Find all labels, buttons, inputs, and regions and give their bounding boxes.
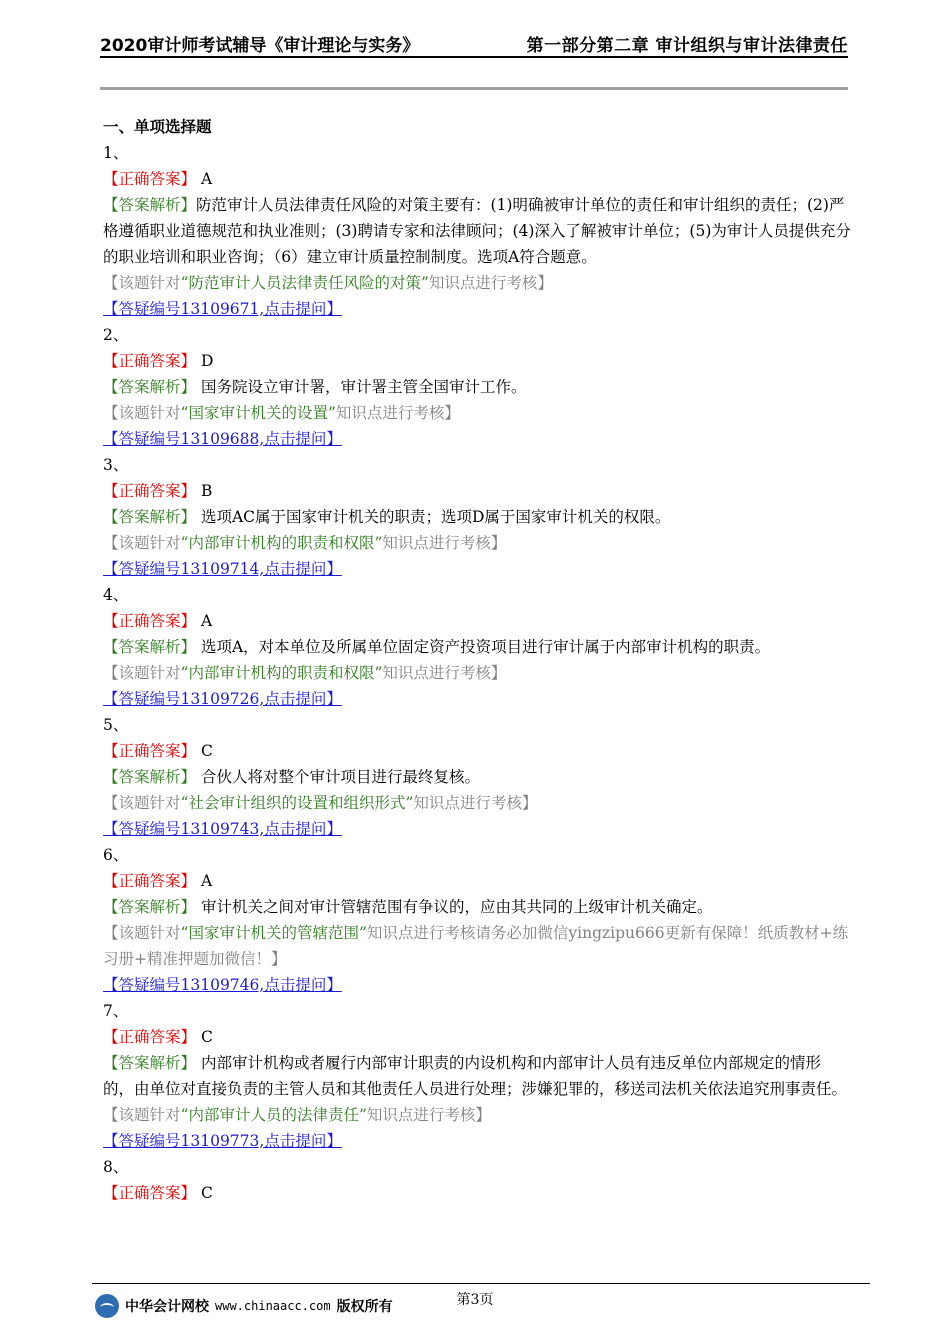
answer-label: 【正确答案】: [103, 742, 197, 760]
answer-value: A: [196, 612, 213, 630]
answer-row: [103, 738, 851, 764]
analysis-text: 国务院设立审计署，审计署主管全国审计工作。: [196, 378, 527, 396]
kp-topic: “国家审计机关的设置”: [180, 404, 336, 422]
kp-prefix: 【该题针对: [103, 274, 181, 292]
answer-label: 【正确答案】: [103, 1184, 197, 1202]
document-body: [103, 114, 851, 1206]
kp-topic: “国家审计机关的管辖范围”: [180, 924, 367, 942]
kp-suffix: 知识点进行考核】: [366, 1106, 491, 1124]
footer-brand: [95, 1294, 393, 1318]
kp-suffix: 知识点进行考核】: [413, 794, 538, 812]
kp-topic: “内部审计机构的职责和权限”: [180, 664, 383, 682]
kp-suffix: 知识点进行考核】: [382, 664, 507, 682]
answer-row: [103, 1024, 851, 1050]
question-number: 2、: [103, 326, 129, 344]
analysis-text: 合伙人将对整个审计项目进行最终复核。: [196, 768, 480, 786]
header-gray-rule: [100, 87, 848, 90]
ask-question-link[interactable]: 【答疑编号13109714,点击提问】: [103, 560, 342, 578]
kp-prefix: 【该题针对: [103, 794, 181, 812]
analysis-label: 【答案解析】: [103, 1054, 197, 1072]
chinaacc-logo-icon: [95, 1294, 119, 1318]
answer-row: [103, 478, 851, 504]
kp-topic: “内部审计机构的职责和权限”: [180, 534, 383, 552]
knowledge-point: [103, 1102, 851, 1128]
question-number: 1、: [103, 144, 129, 162]
answer-label: 【正确答案】: [103, 170, 197, 188]
kp-prefix: 【该题针对: [103, 534, 181, 552]
answer-value: C: [196, 742, 213, 760]
footer-rule: [92, 1283, 870, 1284]
kp-prefix: 【该题针对: [103, 1106, 181, 1124]
knowledge-point: [103, 660, 851, 686]
answer-value: C: [196, 1028, 213, 1046]
knowledge-point: [103, 530, 851, 556]
analysis-label: 【答案解析】: [103, 638, 197, 656]
answer-value: A: [196, 170, 213, 188]
analysis-row: [103, 764, 851, 790]
question-number: 4、: [103, 586, 129, 604]
analysis-label: 【答案解析】: [103, 508, 197, 526]
analysis-label: 【答案解析】: [103, 378, 197, 396]
question-number: 6、: [103, 846, 129, 864]
analysis-row: [103, 192, 851, 270]
header-right-title: 第一部分第二章 审计组织与审计法律责任: [526, 36, 848, 56]
answer-value: D: [196, 352, 214, 370]
knowledge-point: [103, 920, 851, 972]
answer-label: 【正确答案】: [103, 482, 197, 500]
analysis-row: [103, 504, 851, 530]
page-header: [100, 28, 848, 56]
analysis-text: 审计机关之间对审计管辖范围有争议的，应由其共同的上级审计机关确定。: [196, 898, 713, 916]
kp-topic: “内部审计人员的法律责任”: [180, 1106, 367, 1124]
answer-label: 【正确答案】: [103, 1028, 197, 1046]
answer-label: 【正确答案】: [103, 352, 197, 370]
analysis-text: 防范审计人员法律责任风险的对策主要有：(1)明确被审计单位的责任和审计组织的责任；(2)严格遵循职业道德规范和执业准则；(3)聘请专家和法律顾问；(4)深入了解被审计单位；(5)为审计人员提供充分的职业培训和职业咨询；（6）建立审计质量控制制度。选项A符合题意。: [103, 196, 851, 266]
knowledge-point: [103, 270, 851, 296]
analysis-row: [103, 634, 851, 660]
page-number: 第3页: [456, 1292, 494, 1308]
kp-topic: “防范审计人员法律责任风险的对策”: [180, 274, 429, 292]
site-url: www.chinaacc.com: [215, 1299, 331, 1313]
kp-suffix: 知识点进行考核请务必加微信yingzipu666更新有保障！纸质教材+练习册+精准押题加微信！】: [103, 924, 849, 968]
brand-name: 中华会计网校: [125, 1299, 209, 1315]
analysis-row: [103, 1050, 851, 1102]
answer-row: [103, 1180, 851, 1206]
header-left-title: 2020审计师考试辅导《审计理论与实务》: [100, 36, 420, 56]
knowledge-point: [103, 400, 851, 426]
kp-prefix: 【该题针对: [103, 924, 181, 942]
question-number: 3、: [103, 456, 129, 474]
ask-question-link[interactable]: 【答疑编号13109746,点击提问】: [103, 976, 342, 994]
answer-label: 【正确答案】: [103, 612, 197, 630]
analysis-text: 选项A，对本单位及所属单位固定资产投资项目进行审计属于内部审计机构的职责。: [196, 638, 771, 656]
kp-suffix: 知识点进行考核】: [382, 534, 507, 552]
analysis-row: [103, 894, 851, 920]
header-rule: [100, 56, 848, 58]
question-number: 7、: [103, 1002, 129, 1020]
ask-question-link[interactable]: 【答疑编号13109743,点击提问】: [103, 820, 342, 838]
analysis-text: 内部审计机构或者履行内部审计职责的内设机构和内部审计人员有违反单位内部规定的情形的，由单位对直接负责的主管人员和其他责任人员进行处理；涉嫌犯罪的，移送司法机关依法追究刑事责任。: [103, 1054, 848, 1098]
analysis-row: [103, 374, 851, 400]
answer-value: A: [196, 872, 213, 890]
ask-question-link[interactable]: 【答疑编号13109671,点击提问】: [103, 300, 342, 318]
answer-row: [103, 608, 851, 634]
ask-question-link[interactable]: 【答疑编号13109688,点击提问】: [103, 430, 342, 448]
copyright-text: 版权所有: [336, 1299, 393, 1315]
answer-row: [103, 166, 851, 192]
answer-row: [103, 868, 851, 894]
analysis-label: 【答案解析】: [103, 768, 197, 786]
kp-prefix: 【该题针对: [103, 664, 181, 682]
answer-label: 【正确答案】: [103, 872, 197, 890]
question-number: 8、: [103, 1158, 129, 1176]
analysis-label: 【答案解析】: [103, 898, 197, 916]
kp-prefix: 【该题针对: [103, 404, 181, 422]
kp-suffix: 知识点进行考核】: [335, 404, 460, 422]
answer-value: B: [196, 482, 213, 500]
question-number: 5、: [103, 716, 129, 734]
ask-question-link[interactable]: 【答疑编号13109726,点击提问】: [103, 690, 342, 708]
analysis-text: 选项AC属于国家审计机关的职责；选项D属于国家审计机关的权限。: [196, 508, 671, 526]
answer-value: C: [196, 1184, 213, 1202]
analysis-label: 【答案解析】: [103, 196, 197, 214]
kp-suffix: 知识点进行考核】: [428, 274, 553, 292]
section-title: 一、单项选择题: [103, 118, 212, 136]
kp-topic: “社会审计组织的设置和组织形式”: [180, 794, 414, 812]
knowledge-point: [103, 790, 851, 816]
answer-row: [103, 348, 851, 374]
ask-question-link[interactable]: 【答疑编号13109773,点击提问】: [103, 1132, 342, 1150]
